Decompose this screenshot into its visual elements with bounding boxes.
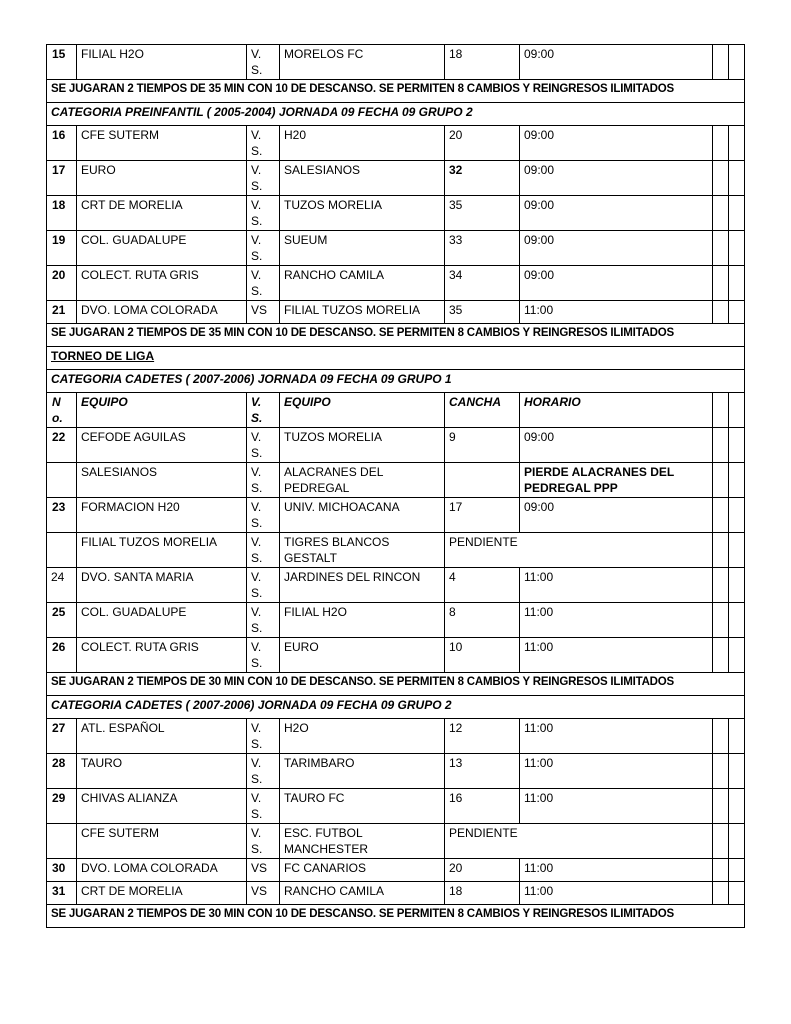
blank-cell-1 <box>713 196 729 231</box>
match-number <box>47 824 77 859</box>
rules-note-row <box>47 673 745 696</box>
blank-cell-2 <box>729 301 745 324</box>
home-team: DVO. LOMA COLORADA <box>77 301 247 324</box>
category-heading-row <box>47 696 745 719</box>
home-team: COL. GUADALUPE <box>77 231 247 266</box>
versus-label: V. S. <box>247 126 280 161</box>
versus-label: V. S. <box>247 428 280 463</box>
rules-note-row <box>47 905 745 928</box>
match-time: 11:00 <box>520 719 713 754</box>
match-number: N o. <box>47 393 77 428</box>
match-time: 09:00 <box>520 196 713 231</box>
blank-cell-2 <box>729 266 745 301</box>
blank-cell-2 <box>729 161 745 196</box>
away-team: EQUIPO <box>280 393 445 428</box>
match-row <box>47 882 745 905</box>
blank-cell-1 <box>713 824 729 859</box>
away-team: RANCHO CAMILA <box>280 266 445 301</box>
match-time: 09:00 <box>520 266 713 301</box>
blank-cell-1 <box>713 463 729 498</box>
versus-label: V. S. <box>247 498 280 533</box>
versus-label: V. S. <box>247 45 280 80</box>
away-team: ESC. FUTBOL MANCHESTER <box>280 824 445 859</box>
field-number: 32 <box>445 161 520 196</box>
field-number <box>445 463 520 498</box>
field-number: 4 <box>445 568 520 603</box>
match-row <box>47 45 745 80</box>
match-time: 09:00 <box>520 231 713 266</box>
rules-note: SE JUGARAN 2 TIEMPOS DE 35 MIN CON 10 DE DESCANSO. SE PERMITEN 8 CAMBIOS Y REINGRESOS ILIMITADOS <box>47 80 745 103</box>
versus-label: VS <box>247 301 280 324</box>
blank-cell-2 <box>729 393 745 428</box>
blank-cell-2 <box>729 882 745 905</box>
match-number: 16 <box>47 126 77 161</box>
match-time: 09:00 <box>520 161 713 196</box>
away-team: TIGRES BLANCOS GESTALT <box>280 533 445 568</box>
blank-cell-1 <box>713 498 729 533</box>
field-number: 18 <box>445 45 520 80</box>
match-row <box>47 719 745 754</box>
versus-label: V. S. <box>247 824 280 859</box>
match-number: 17 <box>47 161 77 196</box>
versus-label: V. S. <box>247 638 280 673</box>
match-row <box>47 824 745 859</box>
blank-cell-1 <box>713 603 729 638</box>
blank-cell-2 <box>729 568 745 603</box>
match-row <box>47 789 745 824</box>
away-team: UNIV. MICHOACANA <box>280 498 445 533</box>
blank-cell-2 <box>729 719 745 754</box>
blank-cell-1 <box>713 231 729 266</box>
away-team: SUEUM <box>280 231 445 266</box>
home-team: EQUIPO <box>77 393 247 428</box>
away-team: FILIAL TUZOS MORELIA <box>280 301 445 324</box>
versus-label: VS <box>247 882 280 905</box>
away-team: RANCHO CAMILA <box>280 882 445 905</box>
blank-cell-1 <box>713 789 729 824</box>
blank-cell-1 <box>713 719 729 754</box>
match-time: 11:00 <box>520 568 713 603</box>
match-number: 25 <box>47 603 77 638</box>
match-time: 11:00 <box>520 789 713 824</box>
match-row <box>47 301 745 324</box>
match-number: 15 <box>47 45 77 80</box>
rules-note: SE JUGARAN 2 TIEMPOS DE 30 MIN CON 10 DE DESCANSO. SE PERMITEN 8 CAMBIOS Y REINGRESOS ILIMITADOS <box>47 673 745 696</box>
match-time: 09:00 <box>520 126 713 161</box>
home-team: COLECT. RUTA GRIS <box>77 266 247 301</box>
versus-label: V. S. <box>247 393 280 428</box>
home-team: ATL. ESPAÑOL <box>77 719 247 754</box>
match-number: 26 <box>47 638 77 673</box>
away-team: TUZOS MORELIA <box>280 428 445 463</box>
away-team: EURO <box>280 638 445 673</box>
field-number: 33 <box>445 231 520 266</box>
blank-cell-1 <box>713 882 729 905</box>
home-team: CRT DE MORELIA <box>77 882 247 905</box>
blank-cell-1 <box>713 428 729 463</box>
home-team: COL. GUADALUPE <box>77 603 247 638</box>
field-number: 8 <box>445 603 520 638</box>
field-number: 20 <box>445 859 520 882</box>
blank-cell-2 <box>729 498 745 533</box>
versus-label: V. S. <box>247 568 280 603</box>
blank-cell-1 <box>713 533 729 568</box>
home-team: CFE SUTERM <box>77 126 247 161</box>
field-number: 9 <box>445 428 520 463</box>
versus-label: V. S. <box>247 754 280 789</box>
rules-note: SE JUGARAN 2 TIEMPOS DE 35 MIN CON 10 DE DESCANSO. SE PERMITEN 8 CAMBIOS Y REINGRESOS ILIMITADOS <box>47 324 745 347</box>
match-number: 29 <box>47 789 77 824</box>
schedule-table <box>46 44 745 928</box>
versus-label: V. S. <box>247 231 280 266</box>
blank-cell-2 <box>729 463 745 498</box>
versus-label: V. S. <box>247 196 280 231</box>
match-row <box>47 196 745 231</box>
away-team: FC CANARIOS <box>280 859 445 882</box>
match-number <box>47 533 77 568</box>
match-number: 24 <box>47 568 77 603</box>
match-row <box>47 463 745 498</box>
match-row <box>47 638 745 673</box>
home-team: DVO. SANTA MARIA <box>77 568 247 603</box>
match-number: 18 <box>47 196 77 231</box>
home-team: SALESIANOS <box>77 463 247 498</box>
home-team: CHIVAS ALIANZA <box>77 789 247 824</box>
category-heading-row <box>47 103 745 126</box>
match-time: 11:00 <box>520 754 713 789</box>
match-time: 11:00 <box>520 882 713 905</box>
away-team: TUZOS MORELIA <box>280 196 445 231</box>
blank-cell-2 <box>729 45 745 80</box>
rules-note-row <box>47 324 745 347</box>
versus-label: V. S. <box>247 463 280 498</box>
away-team: TARIMBARO <box>280 754 445 789</box>
versus-label: VS <box>247 859 280 882</box>
category-heading: CATEGORIA CADETES ( 2007-2006) JORNADA 09 FECHA 09 GRUPO 2 <box>47 696 745 719</box>
match-row <box>47 859 745 882</box>
match-status: PENDIENTE <box>445 533 713 568</box>
home-team: FILIAL TUZOS MORELIA <box>77 533 247 568</box>
away-team: FILIAL H2O <box>280 603 445 638</box>
blank-cell-2 <box>729 754 745 789</box>
away-team: TAURO FC <box>280 789 445 824</box>
home-team: CFE SUTERM <box>77 824 247 859</box>
match-number: 19 <box>47 231 77 266</box>
rules-note-row <box>47 80 745 103</box>
match-row <box>47 266 745 301</box>
home-team: COLECT. RUTA GRIS <box>77 638 247 673</box>
field-number: 17 <box>445 498 520 533</box>
home-team: FILIAL H2O <box>77 45 247 80</box>
match-time: 09:00 <box>520 498 713 533</box>
versus-label: V. S. <box>247 603 280 638</box>
match-number: 23 <box>47 498 77 533</box>
tournament-heading-row <box>47 347 745 370</box>
versus-label: V. S. <box>247 161 280 196</box>
match-number: 31 <box>47 882 77 905</box>
blank-cell-1 <box>713 161 729 196</box>
match-number <box>47 463 77 498</box>
match-number: 22 <box>47 428 77 463</box>
match-row <box>47 603 745 638</box>
home-team: CEFODE AGUILAS <box>77 428 247 463</box>
blank-cell-1 <box>713 393 729 428</box>
away-team: H20 <box>280 126 445 161</box>
match-number: 21 <box>47 301 77 324</box>
blank-cell-2 <box>729 428 745 463</box>
home-team: EURO <box>77 161 247 196</box>
match-row <box>47 754 745 789</box>
field-number: 12 <box>445 719 520 754</box>
blank-cell-1 <box>713 638 729 673</box>
away-team: JARDINES DEL RINCON <box>280 568 445 603</box>
home-team: TAURO <box>77 754 247 789</box>
home-team: FORMACION H20 <box>77 498 247 533</box>
field-number: 13 <box>445 754 520 789</box>
blank-cell-2 <box>729 789 745 824</box>
away-team: ALACRANES DEL PEDREGAL <box>280 463 445 498</box>
field-number: 34 <box>445 266 520 301</box>
match-time: 11:00 <box>520 301 713 324</box>
blank-cell-1 <box>713 568 729 603</box>
field-number: 10 <box>445 638 520 673</box>
versus-label: V. S. <box>247 266 280 301</box>
blank-cell-1 <box>713 301 729 324</box>
blank-cell-2 <box>729 196 745 231</box>
blank-cell-1 <box>713 126 729 161</box>
match-row <box>47 126 745 161</box>
field-number: 16 <box>445 789 520 824</box>
match-time: 11:00 <box>520 603 713 638</box>
away-team: H2O <box>280 719 445 754</box>
match-time: 11:00 <box>520 859 713 882</box>
rules-note: SE JUGARAN 2 TIEMPOS DE 30 MIN CON 10 DE DESCANSO. SE PERMITEN 8 CAMBIOS Y REINGRESOS ILIMITADOS <box>47 905 745 928</box>
blank-cell-1 <box>713 45 729 80</box>
versus-label: V. S. <box>247 533 280 568</box>
blank-cell-2 <box>729 824 745 859</box>
blank-cell-2 <box>729 126 745 161</box>
versus-label: V. S. <box>247 719 280 754</box>
field-number: 35 <box>445 301 520 324</box>
tournament-heading: TORNEO DE LIGA <box>47 347 745 370</box>
match-time: PIERDE ALACRANES DEL PEDREGAL PPP <box>520 463 713 498</box>
versus-label: V. S. <box>247 789 280 824</box>
field-number: 20 <box>445 126 520 161</box>
blank-cell-1 <box>713 859 729 882</box>
match-number: 28 <box>47 754 77 789</box>
home-team: DVO. LOMA COLORADA <box>77 859 247 882</box>
field-number: 35 <box>445 196 520 231</box>
blank-cell-2 <box>729 231 745 266</box>
match-number: 30 <box>47 859 77 882</box>
category-heading-row <box>47 370 745 393</box>
match-time: HORARIO <box>520 393 713 428</box>
blank-cell-2 <box>729 859 745 882</box>
blank-cell-1 <box>713 754 729 789</box>
match-row <box>47 498 745 533</box>
match-row <box>47 161 745 196</box>
away-team: SALESIANOS <box>280 161 445 196</box>
category-heading: CATEGORIA PREINFANTIL ( 2005-2004) JORNADA 09 FECHA 09 GRUPO 2 <box>47 103 745 126</box>
match-row <box>47 568 745 603</box>
match-row <box>47 231 745 266</box>
match-number: 27 <box>47 719 77 754</box>
blank-cell-1 <box>713 266 729 301</box>
away-team: MORELOS FC <box>280 45 445 80</box>
blank-cell-2 <box>729 638 745 673</box>
column-header-row <box>47 393 745 428</box>
blank-cell-2 <box>729 533 745 568</box>
blank-cell-2 <box>729 603 745 638</box>
match-row <box>47 533 745 568</box>
match-time: 09:00 <box>520 428 713 463</box>
home-team: CRT DE MORELIA <box>77 196 247 231</box>
field-number: 18 <box>445 882 520 905</box>
match-time: 09:00 <box>520 45 713 80</box>
field-number: CANCHA <box>445 393 520 428</box>
match-status: PENDIENTE <box>445 824 713 859</box>
category-heading: CATEGORIA CADETES ( 2007-2006) JORNADA 09 FECHA 09 GRUPO 1 <box>47 370 745 393</box>
match-number: 20 <box>47 266 77 301</box>
schedule-page <box>46 44 744 928</box>
match-time: 11:00 <box>520 638 713 673</box>
match-row <box>47 428 745 463</box>
